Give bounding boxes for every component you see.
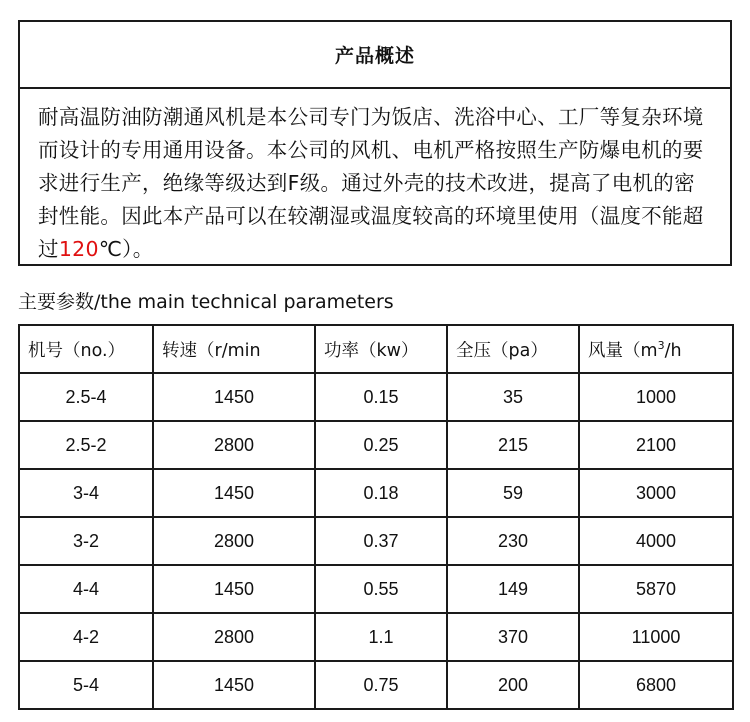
temperature-unit: ℃）。 xyxy=(98,237,154,261)
cell-power: 0.55 xyxy=(315,565,447,613)
cell-airflow: 11000 xyxy=(579,613,733,661)
cell-model: 4-2 xyxy=(19,613,153,661)
cell-power: 0.18 xyxy=(315,469,447,517)
cell-speed: 1450 xyxy=(153,565,315,613)
header-pressure: 全压（pa） xyxy=(447,325,579,373)
table-row xyxy=(19,517,733,565)
parameters-table xyxy=(18,324,734,710)
cell-power: 1.1 xyxy=(315,613,447,661)
parameters-heading: 主要参数/the main technical parameters xyxy=(18,291,394,313)
table-row xyxy=(19,469,733,517)
header-airflow-prefix: 风量（m xyxy=(588,340,658,361)
overview-title: 产品概述 xyxy=(20,22,730,89)
cell-pressure: 59 xyxy=(447,469,579,517)
cell-power: 0.37 xyxy=(315,517,447,565)
cell-power: 0.15 xyxy=(315,373,447,421)
cell-pressure: 200 xyxy=(447,661,579,709)
cell-speed: 2800 xyxy=(153,421,315,469)
cell-model: 3-4 xyxy=(19,469,153,517)
cell-pressure: 35 xyxy=(447,373,579,421)
cell-airflow: 2100 xyxy=(579,421,733,469)
table-header-row xyxy=(19,325,733,373)
cell-pressure: 215 xyxy=(447,421,579,469)
max-temperature-value: 120 xyxy=(58,237,99,261)
overview-body-text: 耐高温防油防潮通风机是本公司专门为饭店、洗浴中心、工厂等复杂环境而设计的专用通用设备。本公司的风机、电机严格按照生产防爆电机的要求进行生产，绝缘等级达到F级。通过外壳的技术改进，提高了电机的密封性能。因此本产品可以在较潮湿或温度较高的环境里使用（温度不能超过 xyxy=(38,105,704,261)
product-overview-box xyxy=(18,20,732,266)
table-row xyxy=(19,661,733,709)
cell-power: 0.75 xyxy=(315,661,447,709)
cell-airflow: 5870 xyxy=(579,565,733,613)
cell-airflow: 3000 xyxy=(579,469,733,517)
cell-airflow: 1000 xyxy=(579,373,733,421)
table-row xyxy=(19,613,733,661)
cell-speed: 2800 xyxy=(153,613,315,661)
cell-speed: 2800 xyxy=(153,517,315,565)
cell-pressure: 149 xyxy=(447,565,579,613)
header-speed: 转速（r/min xyxy=(153,325,315,373)
cell-pressure: 230 xyxy=(447,517,579,565)
cell-speed: 1450 xyxy=(153,373,315,421)
cell-airflow: 4000 xyxy=(579,517,733,565)
cell-model: 5-4 xyxy=(19,661,153,709)
cell-model: 2.5-4 xyxy=(19,373,153,421)
cell-pressure: 370 xyxy=(447,613,579,661)
header-airflow-suffix: /h xyxy=(664,340,682,361)
table-row xyxy=(19,565,733,613)
cell-speed: 1450 xyxy=(153,661,315,709)
cell-airflow: 6800 xyxy=(579,661,733,709)
table-row xyxy=(19,373,733,421)
header-airflow xyxy=(579,325,733,373)
overview-description xyxy=(20,89,730,266)
cell-model: 2.5-2 xyxy=(19,421,153,469)
table-row xyxy=(19,421,733,469)
header-power: 功率（kw） xyxy=(315,325,447,373)
header-airflow-superscript: 3 xyxy=(657,338,665,352)
cell-power: 0.25 xyxy=(315,421,447,469)
header-model: 机号（no.） xyxy=(19,325,153,373)
cell-speed: 1450 xyxy=(153,469,315,517)
cell-model: 3-2 xyxy=(19,517,153,565)
cell-model: 4-4 xyxy=(19,565,153,613)
